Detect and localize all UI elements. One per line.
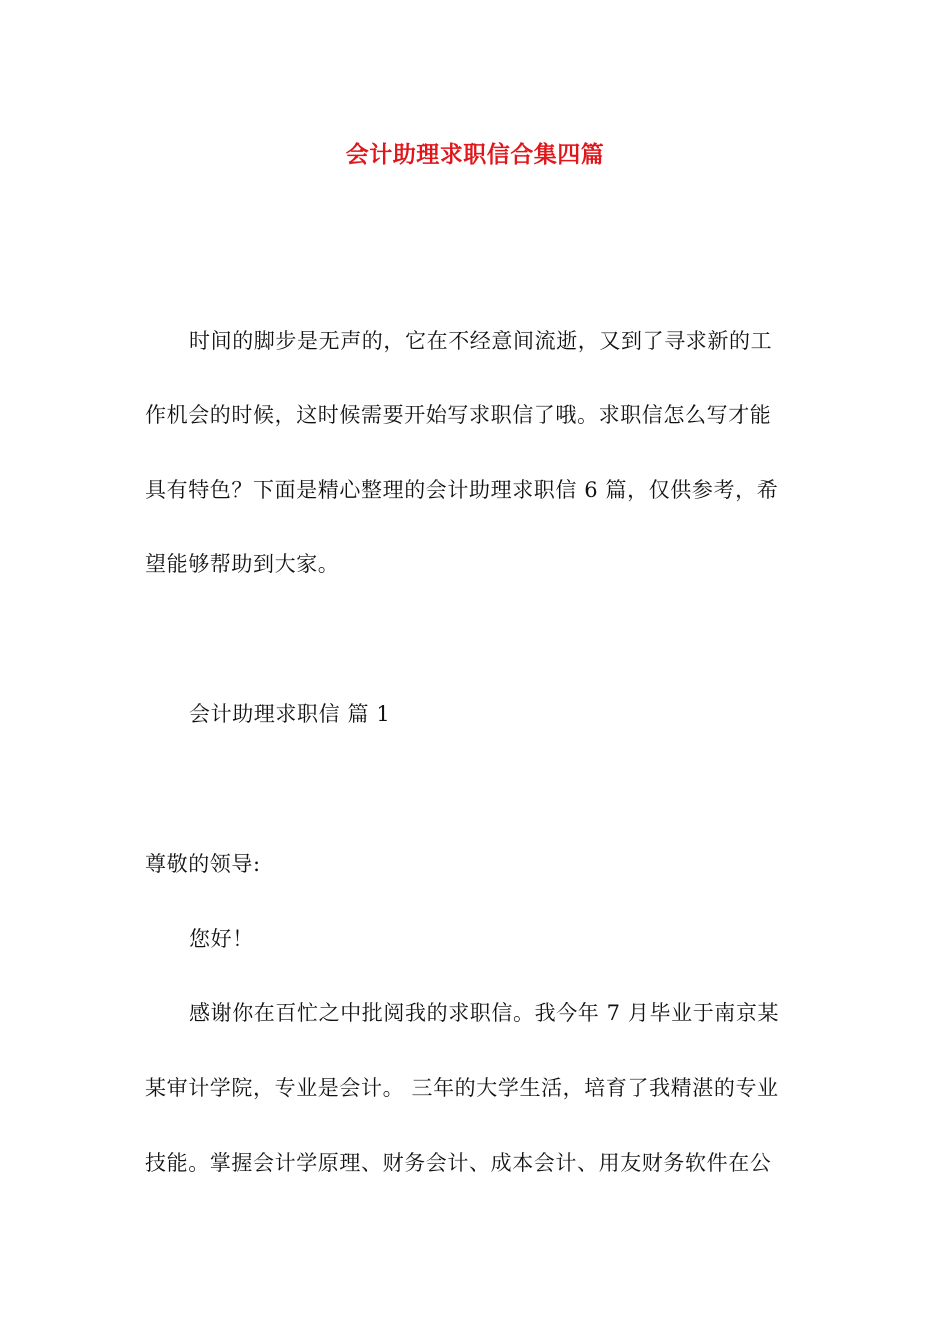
section-heading: 会计助理求职信 篇 1: [189, 702, 391, 726]
intro-line-2: 作机会的时候，这时候需要开始写求职信了哦。求职信怎么写才能: [145, 403, 772, 427]
greeting: 您好！: [189, 927, 254, 951]
body-line-2: 某审计学院，专业是会计。 三年的大学生活，培育了我精湛的专业: [145, 1076, 779, 1100]
intro-line-3: 具有特色？下面是精心整理的会计助理求职信 6 篇，仅供参考，希: [145, 478, 779, 502]
salutation: 尊敬的领导:: [145, 852, 261, 876]
intro-line-1: 时间的脚步是无声的，它在不经意间流逝，又到了寻求新的工: [189, 329, 773, 353]
document-title: 会计助理求职信合集四篇: [345, 141, 605, 168]
body-line-1: 感谢你在百忙之中批阅我的求职信。我今年 7 月毕业于南京某: [189, 1001, 780, 1025]
intro-line-4: 望能够帮助到大家。: [145, 552, 340, 576]
body-line-3: 技能。掌握会计学原理、财务会计、成本会计、用友财务软件在公: [145, 1151, 772, 1175]
